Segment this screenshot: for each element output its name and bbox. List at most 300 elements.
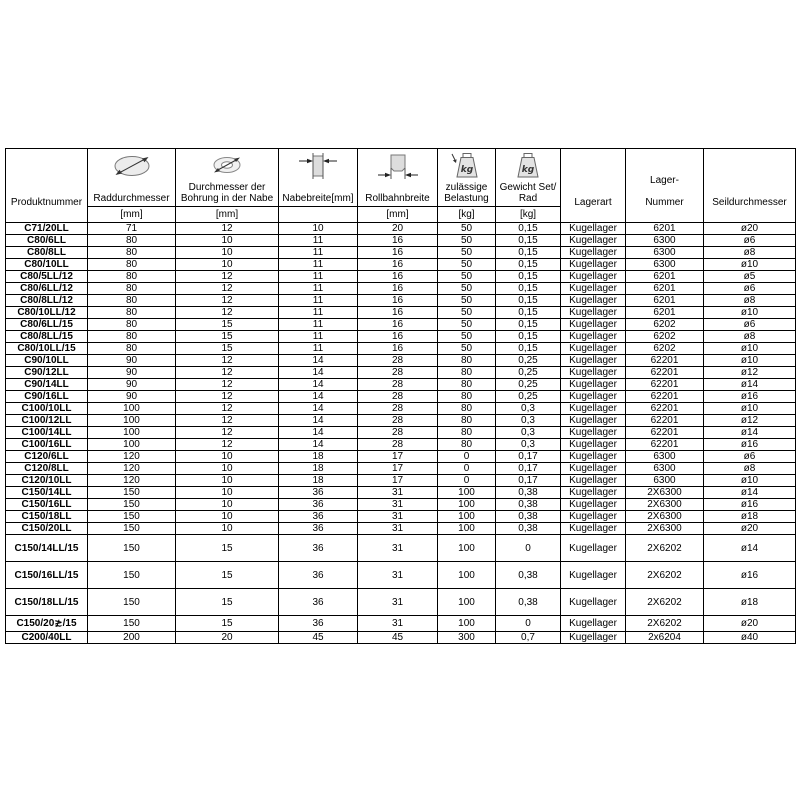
spec-value-cell: 12 <box>176 403 279 415</box>
col-label-belastung: zulässige Belastung <box>444 182 489 204</box>
spec-value-cell: 12 <box>176 307 279 319</box>
spec-value-cell: 80 <box>88 235 176 247</box>
spec-value-cell: 150 <box>88 616 176 632</box>
spec-value-cell: 0 <box>496 616 561 632</box>
spec-value-cell: ø6 <box>704 235 796 247</box>
product-number-cell: C150/16LL/15 <box>6 562 88 589</box>
product-row <box>6 391 796 403</box>
spec-value-cell: 50 <box>438 235 496 247</box>
spec-value-cell: 12 <box>176 283 279 295</box>
spec-value-cell: ø10 <box>704 307 796 319</box>
spec-value-cell: 28 <box>358 367 438 379</box>
spec-value-cell: 0,38 <box>496 589 561 616</box>
spec-value-cell: 90 <box>88 367 176 379</box>
spec-value-cell: Kugellager <box>561 439 626 451</box>
spec-value-cell: 0,25 <box>496 379 561 391</box>
spec-value-cell: 0,17 <box>496 451 561 463</box>
spec-value-cell: 31 <box>358 511 438 523</box>
col-label-produktnummer: Produktnummer <box>10 197 83 208</box>
spec-value-cell: 150 <box>88 589 176 616</box>
spec-value-cell: ø14 <box>704 535 796 562</box>
product-row <box>6 616 796 632</box>
spec-value-cell: 100 <box>88 415 176 427</box>
spec-value-cell: 80 <box>438 367 496 379</box>
product-row <box>6 523 796 535</box>
product-number-cell: C80/5LL/12 <box>6 271 88 283</box>
spec-value-cell: 0 <box>438 451 496 463</box>
product-number-cell: C71/20LL <box>6 223 88 235</box>
spec-value-cell: 14 <box>279 355 358 367</box>
spec-value-cell: 36 <box>279 616 358 632</box>
spec-value-cell: 10 <box>176 451 279 463</box>
product-row <box>6 427 796 439</box>
spec-value-cell: 0 <box>438 475 496 487</box>
spec-value-cell: 6202 <box>626 331 704 343</box>
spec-value-cell: ø14 <box>704 427 796 439</box>
product-row <box>6 247 796 259</box>
spec-value-cell: 0,3 <box>496 403 561 415</box>
spec-value-cell: Kugellager <box>561 355 626 367</box>
load-capacity-icon <box>449 151 485 182</box>
spec-value-cell: ø12 <box>704 415 796 427</box>
spec-value-cell: 45 <box>358 632 438 644</box>
spec-value-cell: Kugellager <box>561 451 626 463</box>
product-row <box>6 403 796 415</box>
product-row <box>6 319 796 331</box>
spec-value-cell: 80 <box>438 415 496 427</box>
spec-value-cell: 80 <box>88 343 176 355</box>
product-number-cell: C90/14LL <box>6 379 88 391</box>
spec-value-cell: Kugellager <box>561 616 626 632</box>
spec-value-cell: 50 <box>438 247 496 259</box>
spec-value-cell: 80 <box>88 307 176 319</box>
spec-value-cell: 120 <box>88 475 176 487</box>
product-number-cell: C150/14LL/15 <box>6 535 88 562</box>
col-header-rollbahnbreite <box>358 149 438 207</box>
product-row <box>6 475 796 487</box>
spec-value-cell: Kugellager <box>561 307 626 319</box>
spec-value-cell: 18 <box>279 475 358 487</box>
spec-value-cell: 6201 <box>626 283 704 295</box>
spec-value-cell: 14 <box>279 367 358 379</box>
spec-value-cell: 0,17 <box>496 475 561 487</box>
spec-value-cell: 14 <box>279 403 358 415</box>
spec-value-cell: 11 <box>279 295 358 307</box>
spec-value-cell: ø14 <box>704 379 796 391</box>
spec-value-cell: 11 <box>279 331 358 343</box>
col-label-gewicht: Gewicht Set/ Rad <box>499 182 557 204</box>
spec-value-cell: 36 <box>279 499 358 511</box>
spec-value-cell: 31 <box>358 562 438 589</box>
spec-value-cell: 18 <box>279 451 358 463</box>
spec-value-cell: ø10 <box>704 259 796 271</box>
spec-value-cell: 80 <box>88 247 176 259</box>
spec-value-cell: 36 <box>279 562 358 589</box>
product-row <box>6 632 796 644</box>
spec-value-cell: 6300 <box>626 259 704 271</box>
spec-value-cell: 2x6204 <box>626 632 704 644</box>
spec-value-cell: 12 <box>176 223 279 235</box>
product-row <box>6 223 796 235</box>
spec-value-cell: 15 <box>176 343 279 355</box>
product-number-cell: C150/18LL <box>6 511 88 523</box>
spec-value-cell: ø14 <box>704 487 796 499</box>
spec-value-cell: 6202 <box>626 343 704 355</box>
spec-value-cell: ø8 <box>704 463 796 475</box>
spec-value-cell: ø16 <box>704 499 796 511</box>
spec-value-cell: 14 <box>279 379 358 391</box>
spec-value-cell: 14 <box>279 415 358 427</box>
col-label-lagerart: Lagerart <box>574 197 612 208</box>
spec-value-cell: 18 <box>279 463 358 475</box>
spec-value-cell: 80 <box>88 295 176 307</box>
unit-bohrung: [mm] <box>176 207 279 223</box>
spec-value-cell: Kugellager <box>561 331 626 343</box>
spec-value-cell: ø8 <box>704 247 796 259</box>
product-row <box>6 487 796 499</box>
spec-value-cell: 90 <box>88 379 176 391</box>
table-body <box>6 223 796 644</box>
spec-value-cell: 15 <box>176 535 279 562</box>
product-number-cell: C200/40LL <box>6 632 88 644</box>
spec-value-cell: 15 <box>176 562 279 589</box>
spec-value-cell: 31 <box>358 535 438 562</box>
product-number-cell: C100/16LL <box>6 439 88 451</box>
spec-value-cell: 28 <box>358 391 438 403</box>
product-number-cell: C120/10LL <box>6 475 88 487</box>
spec-value-cell: Kugellager <box>561 259 626 271</box>
product-number-cell: C80/8LL/15 <box>6 331 88 343</box>
spec-value-cell: 20 <box>358 223 438 235</box>
spec-value-cell: 12 <box>176 391 279 403</box>
spec-value-cell: 2X6300 <box>626 523 704 535</box>
spec-value-cell: 16 <box>358 271 438 283</box>
product-number-cell: C100/10LL <box>6 403 88 415</box>
spec-value-cell: 11 <box>279 235 358 247</box>
spec-value-cell: 12 <box>176 271 279 283</box>
col-label-rollbahnbreite: Rollbahnbreite <box>365 193 430 204</box>
spec-value-cell: 80 <box>438 379 496 391</box>
col-header-gewicht <box>496 149 561 207</box>
spec-value-cell: Kugellager <box>561 283 626 295</box>
product-row <box>6 367 796 379</box>
spec-value-cell: Kugellager <box>561 535 626 562</box>
spec-value-cell: 6201 <box>626 295 704 307</box>
product-row <box>6 271 796 283</box>
spec-value-cell: 150 <box>88 523 176 535</box>
spec-value-cell: 0,3 <box>496 427 561 439</box>
spec-value-cell: Kugellager <box>561 562 626 589</box>
unit-rollbahnbreite: [mm] <box>358 207 438 223</box>
spec-value-cell: 31 <box>358 499 438 511</box>
spec-value-cell: 90 <box>88 355 176 367</box>
spec-value-cell: ø18 <box>704 511 796 523</box>
spec-value-cell: 10 <box>176 235 279 247</box>
spec-value-cell: Kugellager <box>561 319 626 331</box>
spec-value-cell: 62201 <box>626 415 704 427</box>
product-number-cell: C80/10LL/12 <box>6 307 88 319</box>
spec-value-cell: 14 <box>279 391 358 403</box>
spec-value-cell: 16 <box>358 247 438 259</box>
spec-value-cell: 0,38 <box>496 523 561 535</box>
spec-value-cell: 15 <box>176 616 279 632</box>
spec-value-cell: Kugellager <box>561 403 626 415</box>
spec-value-cell: 50 <box>438 331 496 343</box>
spec-value-cell: 50 <box>438 259 496 271</box>
spec-value-cell: 12 <box>176 439 279 451</box>
spec-value-cell: 16 <box>358 295 438 307</box>
spec-value-cell: 90 <box>88 391 176 403</box>
spec-value-cell: 100 <box>438 535 496 562</box>
product-row <box>6 307 796 319</box>
spec-value-cell: ø10 <box>704 403 796 415</box>
product-number-cell: C120/6LL <box>6 451 88 463</box>
spec-value-cell: 11 <box>279 307 358 319</box>
product-row <box>6 562 796 589</box>
spec-value-cell: 62201 <box>626 439 704 451</box>
spec-value-cell: 80 <box>438 439 496 451</box>
svg-text:kg: kg <box>521 165 535 175</box>
spec-value-cell: 12 <box>176 295 279 307</box>
spec-value-cell: 31 <box>358 616 438 632</box>
spec-value-cell: 16 <box>358 259 438 271</box>
product-row <box>6 589 796 616</box>
spec-value-cell: Kugellager <box>561 367 626 379</box>
spec-value-cell: Kugellager <box>561 223 626 235</box>
product-row <box>6 463 796 475</box>
spec-value-cell: ø40 <box>704 632 796 644</box>
product-row <box>6 295 796 307</box>
spec-value-cell: 15 <box>176 331 279 343</box>
spec-value-cell: 0,3 <box>496 415 561 427</box>
spec-value-cell: 80 <box>88 319 176 331</box>
spec-value-cell: 62201 <box>626 355 704 367</box>
spec-value-cell: Kugellager <box>561 463 626 475</box>
spec-value-cell: 80 <box>438 403 496 415</box>
product-row <box>6 379 796 391</box>
spec-value-cell: 71 <box>88 223 176 235</box>
spec-value-cell: 16 <box>358 307 438 319</box>
spec-value-cell: 0,15 <box>496 343 561 355</box>
spec-value-cell: Kugellager <box>561 391 626 403</box>
spec-value-cell: 28 <box>358 439 438 451</box>
spec-value-cell: 50 <box>438 307 496 319</box>
spec-value-cell: ø10 <box>704 343 796 355</box>
spec-value-cell: 0,7 <box>496 632 561 644</box>
spec-value-cell: ø10 <box>704 355 796 367</box>
spec-value-cell: 50 <box>438 343 496 355</box>
spec-value-cell: 16 <box>358 283 438 295</box>
spec-value-cell: 31 <box>358 523 438 535</box>
spec-value-cell: 100 <box>438 487 496 499</box>
product-row <box>6 343 796 355</box>
spec-value-cell: Kugellager <box>561 632 626 644</box>
spec-value-cell: 10 <box>176 259 279 271</box>
col-label-lagernummer-line1: Lager- <box>650 175 679 186</box>
unit-gewicht: [kg] <box>496 207 561 223</box>
spec-value-cell: 0,15 <box>496 295 561 307</box>
spec-value-cell: ø6 <box>704 319 796 331</box>
spec-value-cell: 36 <box>279 487 358 499</box>
product-spec-table <box>5 148 796 644</box>
col-header-raddurchmesser <box>88 149 176 207</box>
spec-value-cell: ø20 <box>704 616 796 632</box>
spec-value-cell: 16 <box>358 235 438 247</box>
spec-value-cell: 0,38 <box>496 511 561 523</box>
product-number-cell: C150/14LL <box>6 487 88 499</box>
product-row <box>6 511 796 523</box>
spec-value-cell: ø8 <box>704 295 796 307</box>
col-header-belastung <box>438 149 496 207</box>
spec-value-cell: 10 <box>176 475 279 487</box>
col-header-bohrung <box>176 149 279 207</box>
spec-value-cell: 12 <box>176 367 279 379</box>
spec-value-cell: 6201 <box>626 271 704 283</box>
col-label-bohrung: Durchmesser der Bohrung in der Nabe <box>180 182 274 204</box>
spec-value-cell: 12 <box>176 415 279 427</box>
spec-value-cell: 0,38 <box>496 562 561 589</box>
spec-value-cell: 11 <box>279 247 358 259</box>
spec-value-cell: 100 <box>88 439 176 451</box>
spec-value-cell: 31 <box>358 487 438 499</box>
col-label-raddurchmesser: Raddurchmesser <box>93 193 170 204</box>
spec-value-cell: 0,15 <box>496 319 561 331</box>
spec-value-cell: 31 <box>358 589 438 616</box>
spec-value-cell: 10 <box>176 247 279 259</box>
spec-value-cell: 10 <box>176 463 279 475</box>
spec-value-cell: 0,15 <box>496 271 561 283</box>
spec-value-cell: Kugellager <box>561 475 626 487</box>
product-row <box>6 535 796 562</box>
product-row <box>6 331 796 343</box>
spec-value-cell: 15 <box>176 319 279 331</box>
product-row <box>6 439 796 451</box>
product-number-cell: C90/16LL <box>6 391 88 403</box>
spec-value-cell: 6300 <box>626 247 704 259</box>
spec-value-cell: 300 <box>438 632 496 644</box>
unit-belastung: [kg] <box>438 207 496 223</box>
spec-value-cell: 6300 <box>626 475 704 487</box>
spec-value-cell: Kugellager <box>561 379 626 391</box>
spec-value-cell: Kugellager <box>561 295 626 307</box>
spec-value-cell: ø18 <box>704 589 796 616</box>
spec-value-cell: 6300 <box>626 235 704 247</box>
spec-value-cell: Kugellager <box>561 523 626 535</box>
spec-value-cell: 100 <box>438 589 496 616</box>
spec-value-cell: 6201 <box>626 223 704 235</box>
spec-value-cell: ø16 <box>704 391 796 403</box>
spec-value-cell: 12 <box>176 427 279 439</box>
spec-value-cell: 150 <box>88 487 176 499</box>
spec-value-cell: 12 <box>176 355 279 367</box>
spec-value-cell: 14 <box>279 427 358 439</box>
spec-value-cell: ø20 <box>704 523 796 535</box>
spec-value-cell: 12 <box>176 379 279 391</box>
spec-value-cell: Kugellager <box>561 247 626 259</box>
spec-value-cell: 100 <box>438 499 496 511</box>
spec-value-cell: 100 <box>438 562 496 589</box>
product-number-cell: C150/18LL/15 <box>6 589 88 616</box>
spec-value-cell: ø6 <box>704 283 796 295</box>
spec-value-cell: 50 <box>438 223 496 235</box>
spec-value-cell: 6201 <box>626 307 704 319</box>
spec-value-cell: 36 <box>279 511 358 523</box>
spec-value-cell: 120 <box>88 463 176 475</box>
product-number-cell: C150/20LL <box>6 523 88 535</box>
spec-value-cell: 36 <box>279 535 358 562</box>
spec-value-cell: 28 <box>358 355 438 367</box>
spec-value-cell: Kugellager <box>561 487 626 499</box>
spec-value-cell: 150 <box>88 562 176 589</box>
product-row <box>6 451 796 463</box>
col-header-lagernummer <box>626 149 704 223</box>
spec-value-cell: 0,25 <box>496 391 561 403</box>
spec-value-cell: ø20 <box>704 223 796 235</box>
unit-raddurchmesser: [mm] <box>88 207 176 223</box>
spec-value-cell: 0,17 <box>496 463 561 475</box>
spec-value-cell: 50 <box>438 319 496 331</box>
spec-value-cell: 0 <box>496 535 561 562</box>
spec-value-cell: 14 <box>279 439 358 451</box>
tread-width-icon <box>376 152 420 183</box>
product-number-cell: C80/6LL/12 <box>6 283 88 295</box>
spec-value-cell: 10 <box>176 511 279 523</box>
spec-value-cell: 28 <box>358 379 438 391</box>
product-row <box>6 283 796 295</box>
spec-value-cell: 0,38 <box>496 499 561 511</box>
spec-value-cell: 100 <box>438 511 496 523</box>
spec-value-cell: 2X6300 <box>626 511 704 523</box>
product-row <box>6 235 796 247</box>
spec-value-cell: 100 <box>438 523 496 535</box>
product-number-cell: C80/6LL <box>6 235 88 247</box>
spec-value-cell: 10 <box>279 223 358 235</box>
spec-value-cell: 100 <box>438 616 496 632</box>
spec-value-cell: 2X6202 <box>626 535 704 562</box>
spec-value-cell: 0,15 <box>496 247 561 259</box>
spec-value-cell: 62201 <box>626 367 704 379</box>
spec-value-cell: 28 <box>358 427 438 439</box>
spec-value-cell: ø10 <box>704 475 796 487</box>
spec-value-cell: 11 <box>279 319 358 331</box>
spec-value-cell: 0,15 <box>496 235 561 247</box>
spec-value-cell: ø16 <box>704 439 796 451</box>
spec-value-cell: 2X6300 <box>626 499 704 511</box>
spec-value-cell: Kugellager <box>561 235 626 247</box>
spec-value-cell: 36 <box>279 589 358 616</box>
spec-value-cell: 6202 <box>626 319 704 331</box>
spec-value-cell: 80 <box>88 283 176 295</box>
spec-value-cell: 2X6202 <box>626 562 704 589</box>
hub-bore-diameter-icon <box>205 151 249 182</box>
spec-value-cell: 0,25 <box>496 355 561 367</box>
spec-value-cell: 11 <box>279 271 358 283</box>
spec-value-cell: 17 <box>358 463 438 475</box>
spec-value-cell: 62201 <box>626 427 704 439</box>
spec-value-cell: 17 <box>358 451 438 463</box>
spec-value-cell: Kugellager <box>561 415 626 427</box>
spec-value-cell: 2X6202 <box>626 616 704 632</box>
col-header-produktnummer <box>6 149 88 223</box>
spec-value-cell: ø16 <box>704 562 796 589</box>
spec-value-cell: 150 <box>88 511 176 523</box>
spec-value-cell: 50 <box>438 271 496 283</box>
product-number-cell: C90/10LL <box>6 355 88 367</box>
unit-nabenbreite <box>279 207 358 223</box>
hub-width-icon <box>296 152 340 183</box>
spec-value-cell: ø12 <box>704 367 796 379</box>
product-number-cell: C120/8LL <box>6 463 88 475</box>
